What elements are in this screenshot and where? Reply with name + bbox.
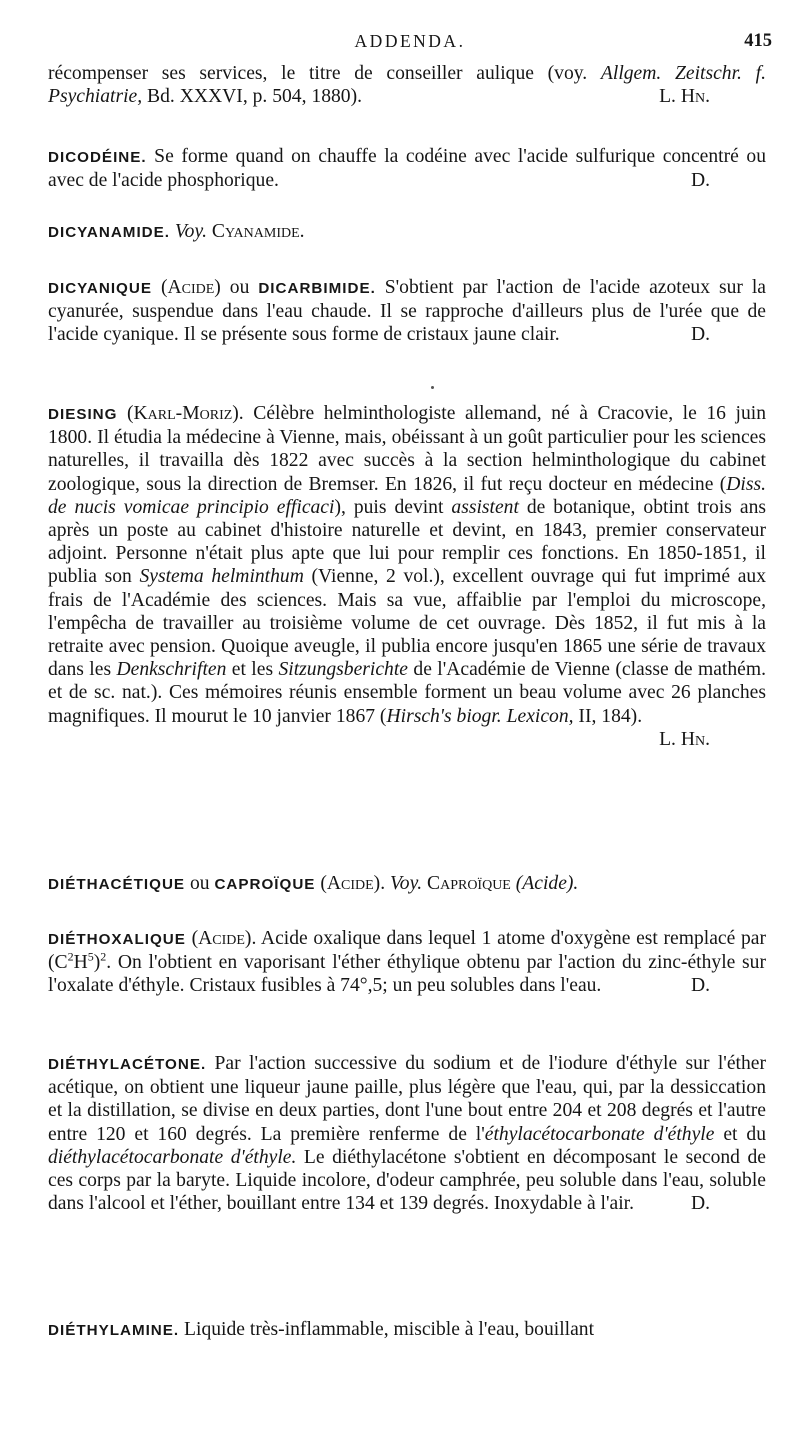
running-head: ADDENDA. <box>354 31 466 51</box>
entry-dicyanamide <box>48 220 766 244</box>
entry-text: Par l'action successive du sodium et de l'iodure d'éthyle sur l'éther acétique, on obtient une liqueur jaune paille, plus légère que l'eau, qui, par la dessiccation et la distillation, se divise en deux parties, dont l'une bout entre 204 et 208 degrés et l'autre entre 120 et 160 degrés. La première renferme de l' <box>48 1053 766 1145</box>
entry-text: et les <box>226 659 279 681</box>
entry-text: Célèbre helminthologiste allemand, né à Cracovie, le 16 juin 1800. Il étudia la médecine à Vienne, mais, obéissant à un goût particulier pour les sciences naturelles, il travailla dès 1822 avec succès à la section helminthologique du cabinet zoologique, sous la direction de Bremser. En 1826, il fut reçu docteur en médecine ( <box>48 403 766 495</box>
entry-diethylacetone <box>48 1052 766 1215</box>
acide-label: (Acide). <box>191 928 257 949</box>
signature: D. <box>690 324 710 346</box>
entry-text: (Vienne, 2 vol.), excellent ouvrage qui fut imprimé aux frais de l'Académie des sciences. Mais sa vue, affaiblie par l'emploi du microscope, l'empêcha de travailler au troisième volume de cet ouvrage. Dès 1852, il fut mis à la retraite avec pension. Quoique aveugle, il publia encore jusqu'en 1865 une série de travaux dans les <box>48 566 766 681</box>
book-title: Systema helminthum <box>139 566 304 588</box>
headword-secondary: CAPROÏQUE <box>214 876 316 893</box>
italic-term: diéthylacétocarbonate d'éthyle. <box>48 1146 297 1168</box>
acide-label: (Acide) <box>160 277 221 298</box>
stray-dot <box>431 386 434 389</box>
page-number: 415 <box>744 31 772 51</box>
cross-reference-italic: (Acide). <box>515 873 579 894</box>
entry-text: Acide oxalique dans lequel 1 atome d'oxygène est remplacé par (C <box>48 928 766 974</box>
entry-dicyanique <box>48 276 766 347</box>
italic-term: assistent <box>451 496 519 518</box>
superscript: 5 <box>87 949 94 964</box>
entry-text: Se forme quand on chauffe la codéine avec l'acide sulfurique concentré ou avec de l'acide phosphorique. <box>48 146 766 192</box>
entry-diethoxalique <box>48 927 766 998</box>
journal-title: Denkschriften <box>116 659 227 681</box>
headword: DIESING <box>48 406 118 423</box>
person-name: (Karl-Moriz). <box>127 403 244 424</box>
entry-text: Le diéthylacétone s'obtient en décomposant le second de ces corps par la baryte. Liquide incolore, d'odeur camphrée, peu soluble dans l'eau, soluble dans l'alcool et l'éther, bouillant entre 134 et 139 degrés. Inoxydable à l'air. <box>48 1146 766 1215</box>
headword: DICODÉINE. <box>48 149 147 166</box>
reference-italic: Allgem. Zeitschr. f. Psychiatrie, <box>48 63 766 108</box>
dissertation-title: Diss. de nucis vomicae principio efficaci <box>48 473 766 518</box>
entry-text: . On l'obtient en vaporisant l'éther éthylique obtenu par l'action du zinc-éthyle sur l'oxalate d'éthyle. Cristaux fusibles à 74°,5; un peu solubles dans l'eau. <box>48 952 766 997</box>
headword: DICYANAMIDE. <box>48 224 170 241</box>
entry-diethylamine <box>48 1318 766 1342</box>
headword-secondary: DICARBIMIDE. <box>258 280 376 297</box>
headword: DICYANIQUE <box>48 280 152 297</box>
headword: DIÉTHACÉTIQUE <box>48 876 186 893</box>
entry-text: récompenser ses services, le titre de conseiller aulique (voy. <box>48 63 601 84</box>
entry-text: ) <box>93 952 101 974</box>
entry-text: ou <box>220 277 259 298</box>
headword: DIÉTHYLACÉTONE. <box>48 1056 207 1073</box>
italic-term: éthylacétocarbonate d'éthyle <box>484 1123 715 1145</box>
entry-text: H <box>73 952 88 974</box>
signature: D. <box>690 1193 710 1215</box>
entry-text: ), puis devint <box>334 496 452 518</box>
headword: DIÉTHYLAMINE. <box>48 1322 180 1339</box>
entry-text: et du <box>714 1123 766 1145</box>
headword: DIÉTHOXALIQUE <box>48 931 186 948</box>
cross-reference: Cyanamide. <box>211 221 305 242</box>
entry-diethacetique <box>48 872 766 896</box>
entry-text: de botanique, obtint trois ans après un poste au cabinet d'histoire naturelle et devint, en 1843, premier conservateur adjoint. Personne n'était plus apte que lui pour remplir ces fonctions. En 1850-1851, il publia son <box>48 496 766 588</box>
page-header <box>48 30 772 56</box>
superscript: 2 <box>100 949 107 964</box>
acide-label: (Acide). <box>320 873 386 894</box>
voy-label: Voy. <box>174 221 207 242</box>
signature: L. Hn. <box>659 86 710 108</box>
entry-text: S'obtient par l'action de l'acide azoteux sur la cyanurée, suspendue dans l'eau chaude. Il se rapproche d'ailleurs plus de l'urée que de l'acide cyanique. Il se présente sous forme de cristaux jaune clair. <box>48 277 766 346</box>
entry-continuation <box>48 62 766 108</box>
voy-label: Voy. <box>390 873 423 894</box>
entry-diesing <box>48 402 766 751</box>
entry-text: Bd. XXXVI, p. 504, 1880). <box>142 86 363 108</box>
journal-title: Sitzungsberichte <box>278 659 408 681</box>
reference-italic: Hirsch's biogr. Lexicon, <box>386 705 574 727</box>
signature: D. <box>690 170 710 192</box>
signature: D. <box>690 975 710 997</box>
superscript: 2 <box>67 949 74 964</box>
signature: L. Hn. <box>659 728 710 750</box>
cross-reference: Caproïque <box>427 873 511 894</box>
entry-text: II, 184). <box>573 705 643 727</box>
entry-text: ou <box>185 873 215 894</box>
entry-text: Liquide très-inflammable, miscible à l'eau, bouillant <box>179 1319 595 1340</box>
entry-text: de l'Académie de Vienne (classe de mathém. et de sc. nat.). Ces mémoires réunis ensemble forment un beau volume avec 26 planches magnifiques. Il mourut le 10 janvier 1867 ( <box>48 659 766 727</box>
entry-dicodeine <box>48 145 766 192</box>
